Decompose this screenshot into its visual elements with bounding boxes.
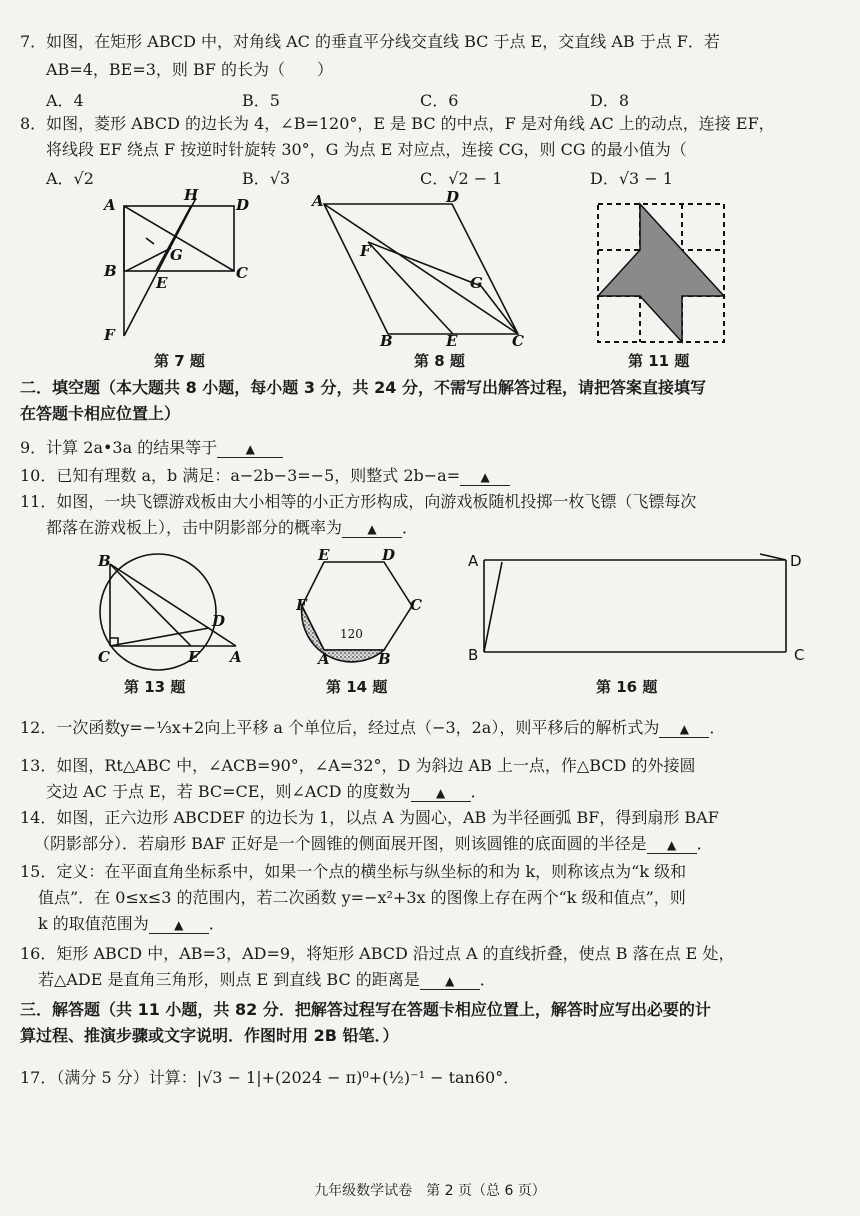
q12-text: 12．一次函数y=−⅓x+2向上平移 a 个单位后，经过点（−3，2a），则平移后的解析式为 <box>20 718 660 737</box>
q11: 都落在游戏板上），击中阴影部分的概率为 ▲ ． <box>46 518 419 537</box>
q8-line2: 将线段 EF 绕点 F 按逆时针旋转 30°，G 为点 E 对应点，连接 CG，则 CG 的最小值为（ <box>46 140 687 159</box>
fig13-label-a: A <box>230 648 242 666</box>
q12: 12．一次函数y=−⅓x+2向上平移 a 个单位后，经过点（−3，2a），则平移后的解析式为 ▲ ． <box>20 718 726 737</box>
fig8-label-f: F <box>360 242 371 260</box>
q7-option-c: C．6 <box>420 91 459 110</box>
figure-7 <box>96 186 266 348</box>
q11-answer-blank: ▲ <box>342 521 402 538</box>
fig8-label-e: E <box>446 332 458 348</box>
q15-line2: 值点”．在 0≤x≤3 的范围内，若二次函数 y=−x²+3x 的图像上存在两个“k 级和值点”，则 <box>38 888 686 907</box>
q14: （阴影部分）．若扇形 BAF 正好是一个圆锥的侧面展开图，则该圆锥的底面圆的半径是 ▲ ． <box>34 834 713 853</box>
q11-line2: 都落在游戏板上），击中阴影部分的概率为 <box>46 518 343 537</box>
fig8-label-b: B <box>380 332 393 348</box>
fig7-label-f: F <box>104 326 115 344</box>
fig7-label-h: H <box>184 186 199 204</box>
fig14-label-b: B <box>378 650 391 668</box>
fig16-label-a: A <box>468 552 479 570</box>
q14-line2: （阴影部分）．若扇形 BAF 正好是一个圆锥的侧面展开图，则该圆锥的底面圆的半径是 <box>34 834 647 853</box>
fig7-label-a: A <box>104 196 116 214</box>
fig13-label-b: B <box>98 552 111 570</box>
q16: 若△ADE 是直角三角形，则点 E 到直线 BC 的距离是 ▲ ． <box>38 970 496 989</box>
q15-answer-blank: ▲ <box>149 917 209 934</box>
q7-option-b: B．5 <box>242 91 280 110</box>
figure-8 <box>306 186 536 348</box>
q16-line2: 若△ADE 是直角三角形，则点 E 到直线 BC 的距离是 <box>38 970 420 989</box>
q8-option-c: C．√2 − 1 <box>420 169 503 188</box>
q13-line1: 13．如图，Rt△ABC 中，∠ACB=90°，∠A=32°，D 为斜边 AB 上一点，作△BCD 的外接圆 <box>20 756 696 775</box>
figure-14 <box>296 548 426 674</box>
q10 <box>20 464 510 488</box>
fig13-caption: 第 13 题 <box>124 678 186 696</box>
q17: 17．（满分 5 分）计算：|√3 − 1|+(2024 − π)⁰+(½)⁻¹ − tan60°． <box>20 1068 520 1087</box>
fig14-label-c: C <box>410 596 422 614</box>
fig14-label-f: F <box>296 596 307 614</box>
section3-heading: 三．解答题（共 11 小题，共 82 分．把解答过程写在答题卡相应位置上，解答时应写出必要的计 <box>20 1000 711 1019</box>
fig7-label-e: E <box>156 274 168 292</box>
q7-option-a: A．4 <box>46 91 84 110</box>
fig8-label-a: A <box>312 192 324 210</box>
fig13-label-d: D <box>212 612 226 630</box>
q13: 交边 AC 于点 E，若 BC=CE，则∠ACD 的度数为 ▲ ． <box>46 782 487 801</box>
q16-line1: 16．矩形 ABCD 中，AB=3，AD=9，将矩形 ABCD 沿过点 A 的直线折叠，使点 B 落在点 E 处， <box>20 944 735 963</box>
q16-answer-blank: ▲ <box>420 973 480 990</box>
fig16-label-d: D <box>790 552 802 570</box>
figure-16 <box>460 548 810 674</box>
fig14-label-d: D <box>382 548 396 564</box>
fig7-label-d: D <box>236 196 250 214</box>
fig16-label-c: C <box>794 646 805 664</box>
q15-line1: 15．定义：在平面直角坐标系中，如果一个点的横坐标与纵坐标的和为 k，则称该点为“k 级和 <box>20 862 687 881</box>
q8-option-d: D．√3 − 1 <box>590 169 673 188</box>
fig8-label-d: D <box>446 188 460 206</box>
q15: k 的取值范围为 ▲ ． <box>38 914 225 933</box>
fig16-label-b: B <box>468 646 479 664</box>
fig14-angle-label: 120 <box>340 627 363 641</box>
q9 <box>20 436 283 460</box>
q12-answer-blank: ▲ <box>659 721 709 738</box>
q10-text: 10．已知有理数 a，b 满足：a−2b−3=−5，则整式 2b−a= <box>20 466 461 485</box>
q14-answer-blank: ▲ <box>647 837 697 854</box>
q14-line1: 14．如图，正六边形 ABCDEF 的边长为 1，以点 A 为圆心，AB 为半径画弧 BF，得到扇形 BAF <box>20 808 719 827</box>
fig8-label-c: C <box>512 332 524 348</box>
fig11-shaded-star <box>598 204 724 342</box>
q8-line1: 8．如图，菱形 ABCD 的边长为 4，∠B=120°，E 是 BC 的中点，F 是对角线 AC 上的动点，连接 EF， <box>20 114 775 133</box>
q13-line2: 交边 AC 于点 E，若 BC=CE，则∠ACD 的度数为 <box>46 782 411 801</box>
q8-option-a: A．√2 <box>46 169 94 188</box>
figure-13 <box>88 548 258 674</box>
fig14-label-a: A <box>318 650 330 668</box>
figure-11 <box>592 198 732 348</box>
q8-option-b: B．√3 <box>242 169 291 188</box>
fig13-label-c: C <box>98 648 110 666</box>
q15-line3: k 的取值范围为 <box>38 914 149 933</box>
q9-text: 9．计算 2a•3a 的结果等于 <box>20 438 218 457</box>
fig7-label-b: B <box>104 262 117 280</box>
q7-line1: 7．如图，在矩形 ABCD 中，对角线 AC 的垂直平分线交直线 BC 于点 E，交直线 AB 于点 F．若 <box>20 32 720 51</box>
q10-answer-blank: ▲ <box>460 469 510 486</box>
fig7-label-c: C <box>236 264 248 282</box>
q7-line2: AB=4，BE=3，则 BF 的长为（ ） <box>46 60 333 79</box>
page-footer: 九年级数学试卷 第 2 页（总 6 页） <box>314 1183 546 1199</box>
section2-heading-cont: 在答题卡相应位置上） <box>20 404 181 423</box>
fig8-caption: 第 8 题 <box>414 352 465 370</box>
section2-heading: 二．填空题（本大题共 8 小题，每小题 3 分，共 24 分，不需写出解答过程，请把答案直接填写 <box>20 378 706 397</box>
fig16-caption: 第 16 题 <box>596 678 658 696</box>
section3-heading-cont: 算过程、推演步骤或文字说明．作图时用 2B 铅笔．） <box>20 1026 399 1045</box>
fig14-caption: 第 14 题 <box>326 678 388 696</box>
fig14-label-e: E <box>318 548 330 564</box>
q7-option-d: D．8 <box>590 91 630 110</box>
fig13-label-e: E <box>188 648 200 666</box>
q11-line1: 11．如图，一块飞镖游戏板由大小相等的小正方形构成，向游戏板随机投掷一枚飞镖（飞镖每次 <box>20 492 697 511</box>
fig7-label-g: G <box>170 246 183 264</box>
q9-answer-blank: ▲ <box>217 441 283 458</box>
fig8-label-g: G <box>470 274 483 292</box>
fig7-caption: 第 7 题 <box>154 352 205 370</box>
fig11-caption: 第 11 题 <box>628 352 690 370</box>
q13-answer-blank: ▲ <box>411 785 471 802</box>
